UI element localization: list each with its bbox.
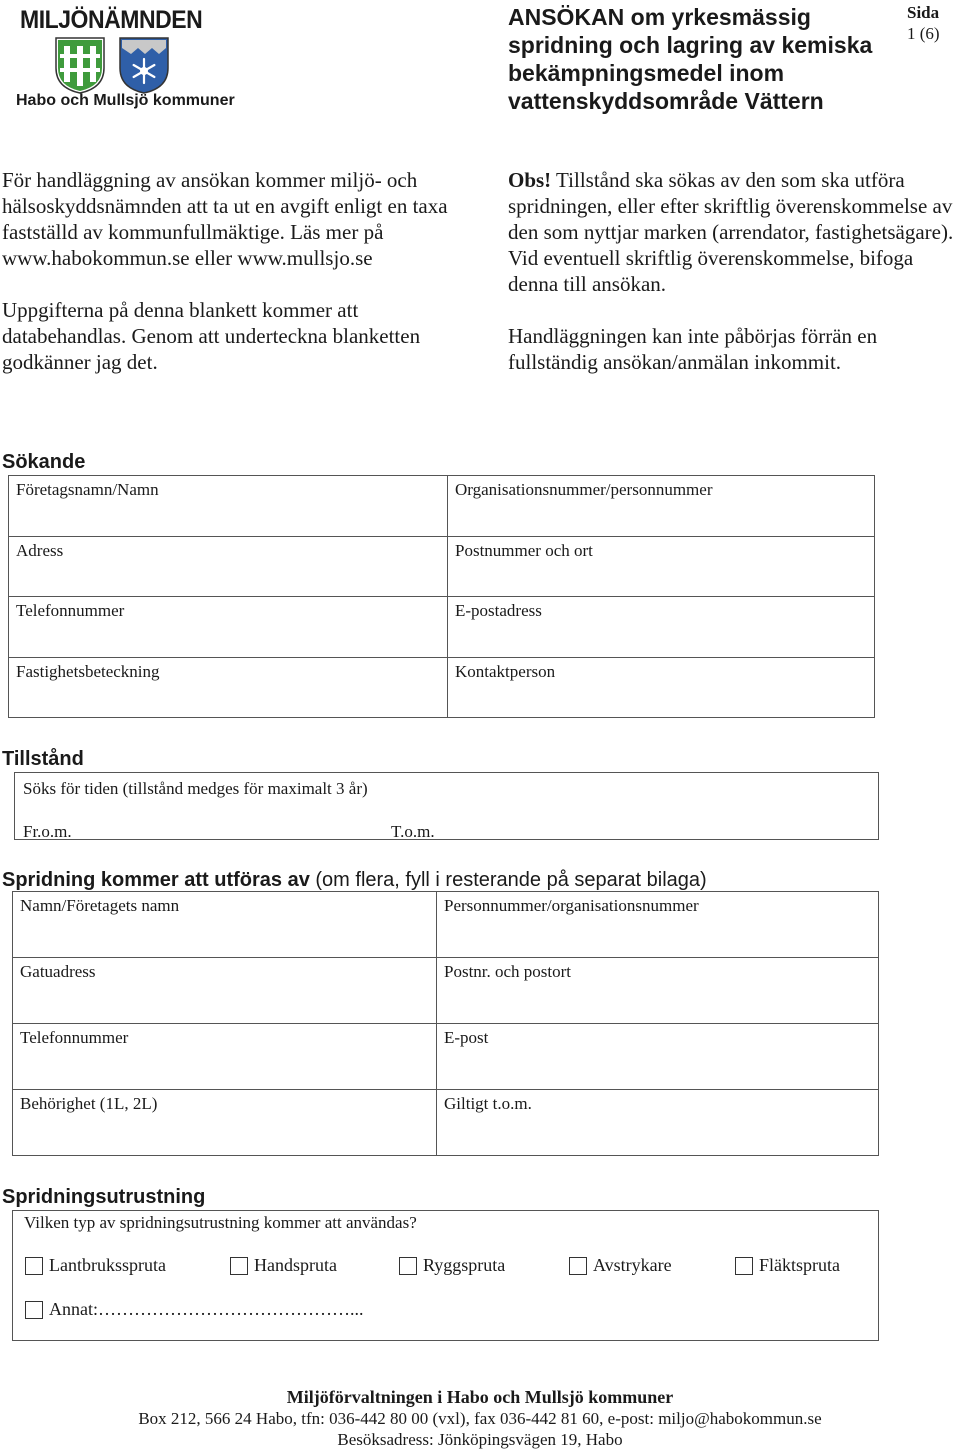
- section-heading-sokande: Sökande: [2, 451, 86, 473]
- logo-title: MILJÖNÄMNDEN: [20, 6, 203, 34]
- spridning-heading-note: (om flera, fyll i resterande på separat bilaga): [309, 869, 707, 891]
- operator-phone-field[interactable]: [13, 1024, 437, 1090]
- habo-shield-icon: [56, 38, 104, 93]
- field-label: Organisationsnummer/personnummer: [455, 480, 713, 499]
- checkbox[interactable]: [399, 1257, 417, 1275]
- section-heading-tillstand: Tillstånd: [2, 748, 84, 770]
- option-label: Lantbruksspruta: [49, 1255, 166, 1275]
- field-label: Telefonnummer: [20, 1028, 129, 1047]
- option-flaktspruta[interactable]: [735, 1255, 840, 1276]
- notice-text: [508, 167, 960, 297]
- footer-contact: Box 212, 566 24 Habo, tfn: 036-442 80 00 (vxl), fax 036-442 81 60, e-post: miljo@habokommun.se: [138, 1409, 822, 1428]
- field-label: Gatuadress: [20, 962, 96, 981]
- postal-code-field[interactable]: [448, 537, 875, 597]
- checkbox[interactable]: [735, 1257, 753, 1275]
- valid-until-field[interactable]: [437, 1090, 879, 1156]
- intro-left: [2, 167, 472, 401]
- option-lantbruksspruta[interactable]: [25, 1255, 166, 1276]
- data-processing-text: Uppgifterna på denna blankett kommer att databehandlas. Genom att underteckna blanketten godkänner jag det.: [2, 298, 421, 374]
- field-label: Personnummer/organisationsnummer: [444, 896, 699, 915]
- field-label: Fastighetsbeteckning: [16, 662, 160, 681]
- org-number-field[interactable]: [448, 476, 875, 537]
- sokande-form-grid: [8, 475, 875, 718]
- address-field[interactable]: [9, 537, 448, 597]
- field-label: E-post: [444, 1028, 489, 1047]
- from-date-field[interactable]: Fr.o.m.: [23, 822, 72, 841]
- field-label: Postnr. och postort: [444, 962, 572, 981]
- email-field[interactable]: [448, 597, 875, 658]
- spridning-form-grid: [12, 891, 879, 1156]
- checkbox[interactable]: [569, 1257, 587, 1275]
- street-address-field[interactable]: [13, 958, 437, 1024]
- operator-name-field[interactable]: [13, 892, 437, 958]
- footer-org: Miljöförvaltningen i Habo och Mullsjö kommuner: [286, 1387, 674, 1407]
- field-label: Postnummer och ort: [455, 541, 593, 560]
- processing-text: Handläggningen kan inte påbörjas förrän en fullständig ansökan/anmälan inkommit.: [508, 324, 878, 374]
- field-label: Kontaktperson: [455, 662, 556, 681]
- permit-period-box: [14, 772, 879, 840]
- field-label: Telefonnummer: [16, 601, 125, 620]
- option-label: Ryggspruta: [423, 1255, 506, 1275]
- field-label: Adress: [16, 541, 64, 560]
- option-annat[interactable]: [25, 1299, 364, 1320]
- postal-town-field[interactable]: [437, 958, 879, 1024]
- coat-of-arms-logo: [54, 36, 174, 94]
- page-number: 1 (6): [907, 24, 940, 43]
- field-label: Behörighet (1L, 2L): [20, 1094, 158, 1113]
- page-label: Sida: [907, 3, 940, 22]
- option-label: Handspruta: [254, 1255, 337, 1275]
- permit-period-label: Söks för tiden (tillstånd medges för maximalt 3 år): [23, 779, 368, 798]
- field-label: Namn/Företagets namn: [20, 896, 180, 915]
- document-title: ANSÖKAN om yrkesmässig spridning och lagring av kemiska bekämpningsmedel inom vattenskyddsområde Vättern: [508, 4, 873, 114]
- checkbox[interactable]: [25, 1257, 43, 1275]
- option-label: Fläktspruta: [759, 1255, 840, 1275]
- intro-right: [508, 167, 960, 401]
- option-label: Annat:……………………………………...: [49, 1299, 364, 1319]
- notice-bold: Obs!: [508, 168, 552, 192]
- section-heading-spridning: [2, 869, 707, 892]
- logo-subtitle: Habo och Mullsjö kommuner: [16, 92, 235, 109]
- option-avstrykare[interactable]: [569, 1255, 672, 1276]
- field-label: Företagsnamn/Namn: [16, 480, 159, 499]
- field-label: E-postadress: [455, 601, 542, 620]
- operator-id-field[interactable]: [437, 892, 879, 958]
- mullsjo-shield-icon: [120, 38, 168, 93]
- phone-field[interactable]: [9, 597, 448, 658]
- notice-body: Tillstånd ska sökas av den som ska utföra spridningen, eller efter skriftlig överenskommelse av den som nyttjar marken (arrendator, fastighetsägare). Vid eventuell skriftlig överenskommelse, bifoga denna till ansökan.: [508, 168, 954, 296]
- fee-info-text: För handläggning av ansökan kommer miljö- och hälsoskyddsnämnden att ta ut en avgift enligt en taxa fastställd av kommunfullmäktige. Läs mer på www.habokommun.se eller www.mullsjo.se: [2, 168, 448, 270]
- equipment-box: [12, 1210, 879, 1341]
- spridning-heading-bold: Spridning kommer att utföras av: [2, 869, 310, 891]
- option-ryggspruta[interactable]: [399, 1255, 505, 1276]
- checkbox[interactable]: [25, 1301, 43, 1319]
- footer: [0, 1387, 960, 1450]
- option-handspruta[interactable]: [230, 1255, 337, 1276]
- property-field[interactable]: [9, 658, 448, 718]
- company-name-field[interactable]: [9, 476, 448, 537]
- footer-visit: Besöksadress: Jönköpingsvägen 19, Habo: [337, 1430, 623, 1449]
- option-label: Avstrykare: [593, 1255, 672, 1275]
- field-label: Giltigt t.o.m.: [444, 1094, 532, 1113]
- to-date-field[interactable]: T.o.m.: [391, 822, 435, 841]
- competence-field[interactable]: [13, 1090, 437, 1156]
- equipment-question: Vilken typ av spridningsutrustning kommer att användas?: [24, 1213, 417, 1232]
- operator-email-field[interactable]: [437, 1024, 879, 1090]
- contact-person-field[interactable]: [448, 658, 875, 718]
- section-heading-utrustning: Spridningsutrustning: [2, 1186, 206, 1208]
- checkbox[interactable]: [230, 1257, 248, 1275]
